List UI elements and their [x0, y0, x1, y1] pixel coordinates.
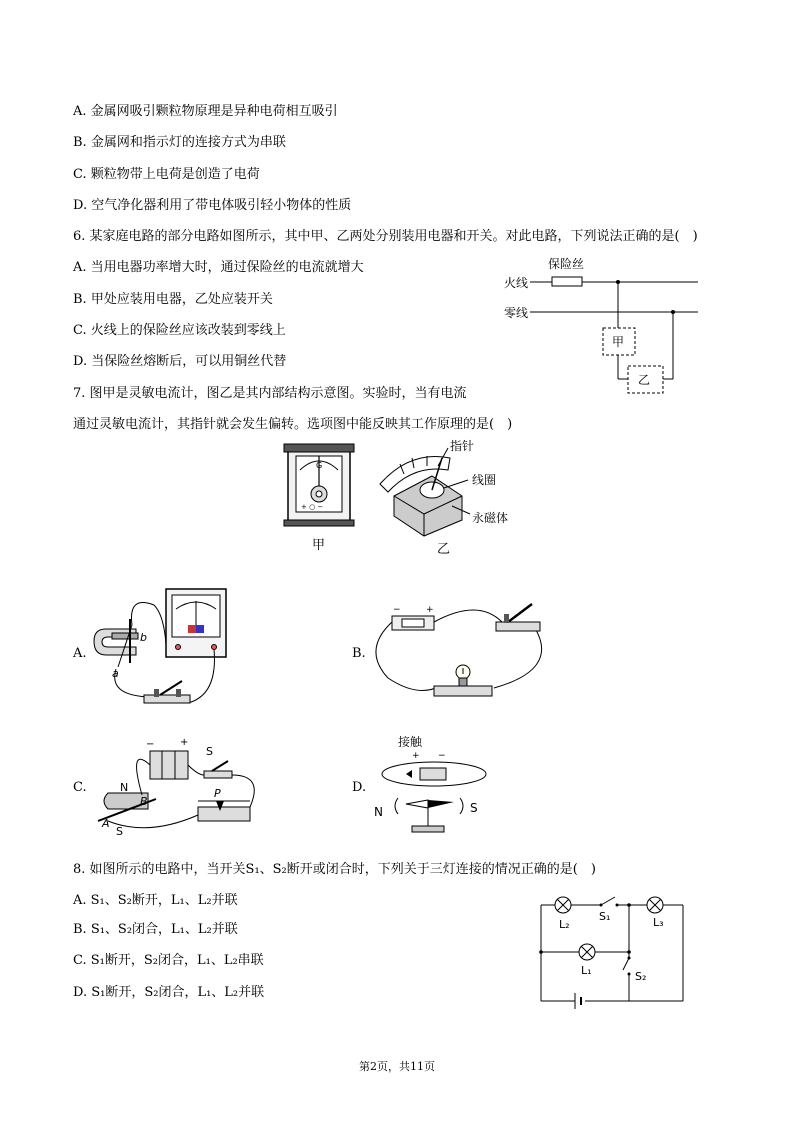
q5-option-b: B. 金属网和指示灯的连接方式为串联 — [73, 135, 286, 150]
q7-stem-line1: 7. 图甲是灵敏电流计，图乙是其内部结构示意图。实验时，当有电流 — [73, 386, 467, 401]
svg-text:+: + — [426, 605, 434, 615]
label-a: a — [112, 667, 119, 680]
q7-option-d-label: D. — [352, 780, 367, 795]
q7-option-d-figure — [370, 728, 500, 843]
coil-label: 线圈 — [472, 473, 497, 487]
q8-option-a: A. S₁、S₂断开，L₁、L₂并联 — [73, 893, 238, 908]
magnet-label: 永磁体 — [472, 511, 509, 525]
q8-stem: 8. 如图所示的电路中，当开关S₁、S₂断开或闭合时，下列关于三灯连接的情况正确的是( ) — [73, 862, 596, 877]
q7-option-b-figure — [368, 600, 553, 720]
battery-minus: − — [146, 739, 155, 750]
q7-option-c-label: C. — [73, 780, 87, 795]
svg-text:+: + — [412, 751, 420, 761]
lamp-l3-label: L₃ — [653, 916, 664, 929]
label-b: b — [140, 631, 147, 644]
q7-stem-line2: 通过灵敏电流计，其指针就会发生偏转。选项图中能反映其工作原理的是( ) — [73, 417, 513, 432]
q8-option-b: B. S₁、S₂闭合，L₁、L₂并联 — [73, 922, 238, 937]
q7-option-a-label: A. — [73, 646, 87, 661]
q8-circuit-figure — [535, 888, 695, 1013]
lamp-l2-label: L₂ — [559, 918, 570, 931]
q6-option-c: C. 火线上的保险丝应该改装到零线上 — [73, 323, 286, 338]
magnet-n: N — [120, 781, 129, 794]
svg-text:+ ○ −: + ○ − — [301, 503, 324, 511]
slider-label: P — [214, 787, 221, 800]
page-footer: 第2页，共11页 — [359, 1060, 435, 1073]
live-wire-label: 火线 — [504, 276, 529, 290]
svg-text:G: G — [316, 461, 323, 470]
q7-option-c-figure — [88, 735, 266, 840]
svg-text:−: − — [393, 605, 401, 615]
neutral-wire-label: 零线 — [504, 306, 529, 320]
q8-option-c: C. S₁断开，S₂闭合，L₁、L₂串联 — [73, 953, 264, 968]
svg-text:−: − — [438, 751, 446, 761]
yi-caption: 乙 — [437, 542, 451, 557]
q6-option-d: D. 当保险丝熔断后，可以用铜丝代替 — [73, 354, 287, 369]
q5-option-a: A. 金属网吸引颗粒物原理是异种电荷相互吸引 — [73, 104, 338, 119]
jia-label: 甲 — [612, 335, 625, 349]
battery-plus: + — [180, 737, 189, 748]
q5-option-d: D. 空气净化器利用了带电体吸引轻小物体的性质 — [73, 198, 352, 213]
fuse-label: 保险丝 — [548, 257, 585, 271]
fuse-symbol — [552, 277, 582, 286]
q6-option-b: B. 甲处应装用电器，乙处应装开关 — [73, 292, 273, 307]
switch-s2-label: S₂ — [635, 970, 647, 983]
yi-label: 乙 — [638, 373, 651, 387]
jia-caption: 甲 — [312, 538, 326, 553]
contact-label: 接触 — [398, 735, 423, 749]
compass-n: N — [374, 805, 383, 819]
q5-option-c: C. 颗粒物带上电荷是创造了电荷 — [73, 167, 260, 182]
q7-option-a-figure — [88, 585, 238, 720]
label-A: A — [102, 817, 110, 830]
label-B: B — [140, 795, 148, 808]
magnet-s: S — [116, 825, 123, 838]
compass-s: S — [470, 801, 478, 815]
q6-option-a: A. 当用电器功率增大时，通过保险丝的电流就增大 — [73, 260, 364, 275]
q8-option-d: D. S₁断开，S₂闭合，L₁、L₂并联 — [73, 985, 265, 1000]
switch-label: S — [206, 745, 213, 758]
q6-circuit-figure — [500, 255, 705, 400]
q6-stem: 6. 某家庭电路的部分电路如图所示，其中甲、乙两处分别装用电器和开关。对此电路，下列说法正确的是( ) — [73, 229, 698, 244]
q7-galvanometer-figure — [282, 436, 532, 558]
pointer-label: 指针 — [450, 439, 475, 453]
switch-s1-label: S₁ — [599, 910, 611, 923]
q7-option-b-label: B. — [352, 646, 366, 661]
lamp-l1-label: L₁ — [581, 964, 592, 977]
